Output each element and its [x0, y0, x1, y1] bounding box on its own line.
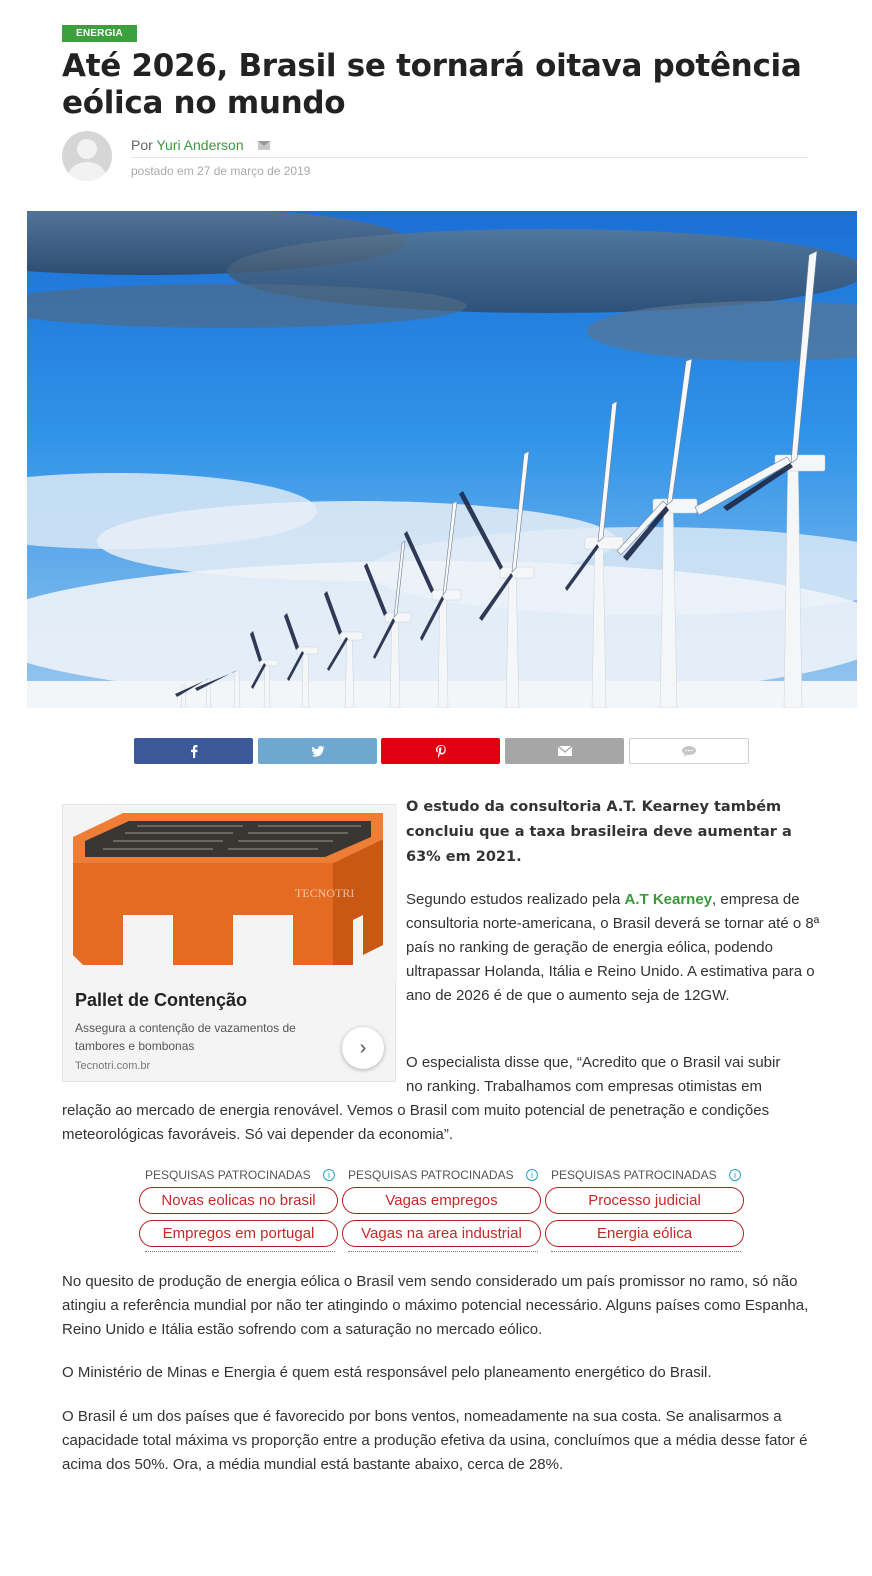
paragraph-2-rest: relação ao mercado de energia renovável. Vemos o Brasil com muito potencial de penetração e condições meteorológicas favoráveis. Só vai depender da economia”. — [62, 1102, 770, 1143]
email-share-button[interactable] — [505, 738, 624, 764]
sponsored-header: PESQUISAS PATROCINADAS — [551, 1168, 717, 1182]
ad-source: Tecnotri.com.br — [75, 1060, 151, 1072]
sponsored-link-1[interactable]: Novas eolicas no brasil — [139, 1187, 338, 1214]
article-title: Até 2026, Brasil se tornará oitava potência eólica no mundo — [62, 48, 802, 121]
byline-prefix: Por — [131, 137, 153, 153]
paragraph-1: Segundo estudos realizado pela A.T Kearney, empresa de consultoria norte-americana, o Brasil deverá se tornar até o 8ª país no ranking de geração de energia eólica, podendo ultrapassar Holanda, Itália e Reino Unido. A estimativa para o ano de 2026 é de que o aumento seja de 12GW. — [406, 891, 820, 1004]
dotted-divider — [348, 1251, 538, 1252]
ad-product-image — [63, 805, 397, 980]
ad-description: Assegura a contenção de vazamentos de tambores e bombonas — [75, 1021, 296, 1053]
sponsored-link-6[interactable]: Energia eólica — [545, 1220, 744, 1247]
pinterest-icon — [436, 745, 446, 758]
pinterest-share-button[interactable] — [381, 738, 500, 764]
envelope-icon[interactable] — [258, 141, 270, 150]
ad-box[interactable] — [62, 804, 396, 1082]
paragraph-4: O Ministério de Minas e Energia é quem está responsável pelo planeamento energético do Brasil. — [62, 1364, 712, 1381]
sponsored-link-5[interactable]: Vagas na area industrial — [342, 1220, 541, 1247]
paragraph-5: O Brasil é um dos países que é favorecido por bons ventos, nomeadamente na sua costa. Se analisarmos a capacidade total máxima vs proporção entre a produção efetiva da usina, concluímos que a média desse fator é acima dos 50%. Ora, a média mundial está bastante abaixo, cerca de 28%. — [62, 1408, 808, 1473]
dotted-divider — [145, 1251, 335, 1252]
share-bar — [134, 738, 750, 764]
twitter-share-button[interactable] — [258, 738, 377, 764]
byline-divider — [131, 157, 808, 158]
kearney-link[interactable]: A.T Kearney — [624, 891, 713, 908]
twitter-icon — [311, 746, 325, 757]
article-lead: O estudo da consultoria A.T. Kearney também concluiu que a taxa brasileira deve aumentar a 63% em 2021. — [406, 799, 792, 865]
ad-title[interactable]: Pallet de Contenção — [75, 990, 248, 1010]
paragraph-2-top: O especialista disse que, “Acredito que o Brasil vai subir no ranking. Trabalhamos com empresas otimistas em — [406, 1054, 781, 1095]
category-badge[interactable]: ENERGIA — [62, 25, 137, 42]
info-icon[interactable]: i — [323, 1169, 335, 1181]
ad-watermark: TECNOTRI — [295, 886, 355, 900]
byline — [131, 137, 270, 153]
sponsored-header: PESQUISAS PATROCINADAS — [348, 1168, 514, 1182]
facebook-share-button[interactable] — [134, 738, 253, 764]
sponsored-link-3[interactable]: Processo judicial — [545, 1187, 744, 1214]
author-avatar — [62, 131, 112, 181]
author-link[interactable]: Yuri Anderson — [156, 137, 244, 153]
sponsored-header: PESQUISAS PATROCINADAS — [145, 1168, 311, 1182]
paragraph-3: No quesito de produção de energia eólica o Brasil vem sendo considerado um país promissor no ramo, só não atingiu a referência mundial por não ter atingindo o máximo potencial necessário. Alguns países como Espanha, Reino Unido e Itália estão sofrendo com a saturação no mercado eólico. — [62, 1273, 809, 1338]
sponsored-link-2[interactable]: Vagas empregos — [342, 1187, 541, 1214]
dotted-divider — [551, 1251, 741, 1252]
info-icon[interactable]: i — [729, 1169, 741, 1181]
post-date: postado em 27 de março de 2019 — [131, 164, 311, 178]
chevron-right-icon[interactable]: › — [342, 1027, 384, 1069]
envelope-icon — [558, 746, 572, 756]
facebook-icon — [190, 745, 198, 758]
hero-image-wind-turbines — [27, 211, 857, 708]
sponsored-link-4[interactable]: Empregos em portugal — [139, 1220, 338, 1247]
comment-icon — [682, 746, 696, 757]
comment-button[interactable] — [629, 738, 749, 764]
info-icon[interactable]: i — [526, 1169, 538, 1181]
